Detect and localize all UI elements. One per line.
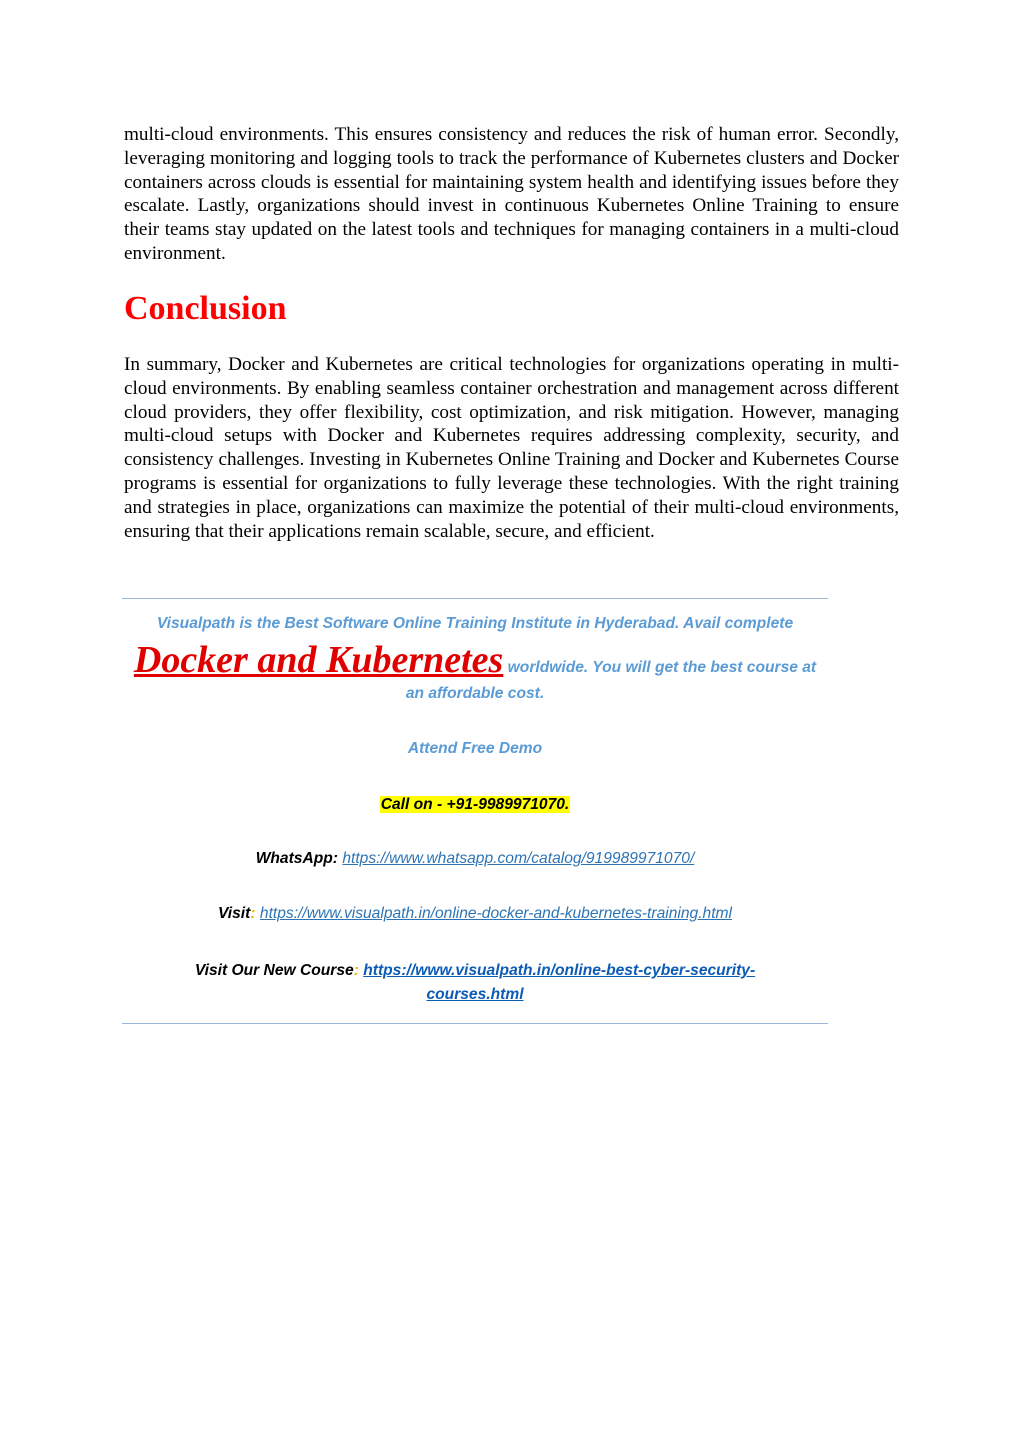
whatsapp-line xyxy=(122,848,828,870)
visit-link[interactable]: https://www.visualpath.in/online-docker-and-kubernetes-training.html xyxy=(259,905,732,922)
promo-cost-line: an affordable cost. xyxy=(405,685,545,702)
promo-bottom-divider xyxy=(122,1023,828,1024)
call-number-highlight: Call on - +91-9989971070. xyxy=(380,796,570,813)
conclusion-heading: Conclusion xyxy=(124,290,287,327)
course-link[interactable]: Docker and Kubernetes xyxy=(133,639,504,681)
new-course-link[interactable] xyxy=(363,962,755,1003)
new-course-colon: : xyxy=(353,962,359,979)
call-line xyxy=(122,794,828,816)
promo-top-divider xyxy=(122,598,828,599)
conclusion-paragraph: In summary, Docker and Kubernetes are critical technologies for organizations operating in multi-cloud environments. By enabling seamless container orchestration and management across different cloud providers, they offer flexibility, cost optimization, and risk mitigation. However, managing multi-cloud setups with Docker and Kubernetes requires addressing complexity, security, and consistency challenges. Investing in Kubernetes Online Training and Docker and Kubernetes Course programs is essential for organizations to fully leverage these technologies. With the right training and strategies in place, organizations can maximize the potential of their multi-cloud environments, ensuring that their applications remain scalable, secure, and efficient. xyxy=(124,354,899,542)
visit-colon: : xyxy=(250,905,256,922)
visit-label: Visit xyxy=(217,905,251,922)
whatsapp-link[interactable]: https://www.whatsapp.com/catalog/919989971070/ xyxy=(342,850,695,867)
free-demo-text: Attend Free Demo xyxy=(407,740,543,757)
promo-course-suffix: worldwide. You will get the best course at xyxy=(503,659,817,676)
whatsapp-label: WhatsApp: xyxy=(255,850,338,867)
new-course-link-part1: https://www.visualpath.in/online-best-cyber-security- xyxy=(363,962,756,979)
visit-line xyxy=(122,903,828,925)
promo-intro-line: Visualpath is the Best Software Online Training Institute in Hyderabad. Avail complete xyxy=(156,615,794,632)
new-course-label: Visit Our New Course xyxy=(194,962,354,979)
new-course-line xyxy=(122,959,828,1007)
new-course-link-part2: courses.html xyxy=(426,986,524,1003)
intro-paragraph: multi-cloud environments. This ensures consistency and reduces the risk of human error. Secondly, leveraging monitoring and logging tools to track the performance of Kubernetes clusters and Docker containers across clouds is essential for maintaining system health and identifying issues before they escalate. Lastly, organizations should invest in continuous Kubernetes Online Training to ensure their teams stay updated on the latest tools and techniques for managing containers in a multi-cloud environment. xyxy=(124,124,899,264)
